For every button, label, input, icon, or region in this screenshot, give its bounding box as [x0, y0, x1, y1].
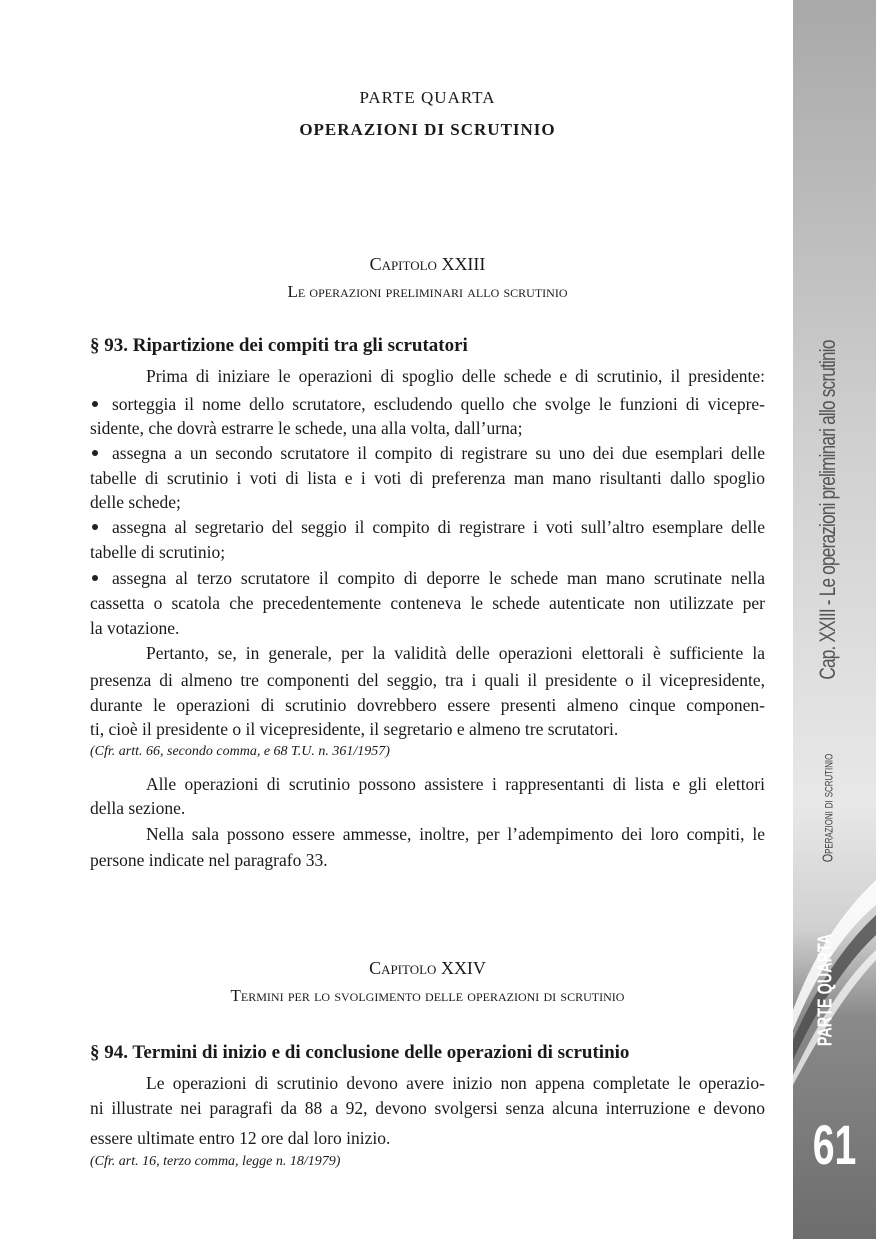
page-number: 61 [812, 1113, 857, 1176]
law-reference: (Cfr. art. 16, terzo comma, legge n. 18/1979) [90, 1154, 341, 1169]
bullet-icon [92, 401, 98, 407]
paragraph-line: essere ultimate entro 12 ore dal loro inizio. [90, 1128, 391, 1148]
paragraph-line: Prima di iniziare le operazioni di spoglio delle schede e di scrutinio, il presidente: [146, 366, 765, 386]
paragraph-line: Nella sala possono essere ammesse, inoltre, per l’adempimento dei loro compiti, le [146, 824, 765, 844]
chapter-label: Capitolo XXIV [369, 958, 486, 978]
running-section-title: Operazioni di scrutinio [819, 753, 837, 863]
bullet-text: assegna al segretario del seggio il compito di registrare i voti sull’altro esemplare delle [112, 517, 765, 537]
bullet-text: assegna al terzo scrutatore il compito di deporre le schede man mano scrutinate nella [112, 568, 765, 588]
chapter-title: Le operazioni preliminari allo scrutinio [287, 282, 568, 301]
bullet-icon [92, 450, 98, 456]
bullet-text: sorteggia il nome dello scrutatore, escludendo quello che svolge le funzioni di vicepre- [112, 394, 765, 414]
paragraph-line: ti, cioè il presidente o il vicepresidente, il segretario e almeno tre scrutatori. [90, 719, 619, 739]
paragraph-line: Alle operazioni di scrutinio possono assistere i rappresentanti di lista e gli elettori [146, 774, 765, 794]
paragraph-line: delle schede; [90, 492, 181, 512]
chapter-label: Capitolo XXIII [369, 254, 486, 274]
paragraph-line: ni illustrate nei paragrafi da 88 a 92, devono svolgersi senza alcuna interruzione e devono [90, 1098, 765, 1118]
paragraph-line: della sezione. [90, 798, 186, 818]
paragraph-line: persone indicate nel paragrafo 33. [90, 850, 328, 870]
part-label: PARTE QUARTA [359, 88, 496, 107]
bullet-item [90, 567, 765, 589]
part-title: OPERAZIONI DI SCRUTINIO [299, 120, 556, 139]
chapter-title: Termini per lo svolgimento delle operazioni di scrutinio [230, 986, 625, 1005]
bullet-item [90, 442, 765, 464]
bullet-item [90, 516, 765, 538]
paragraph-line: presenza di almeno tre componenti del seggio, tra i quali il presidente o il vicepresidente, [90, 670, 765, 690]
paragraph-line: Pertanto, se, in generale, per la validità delle operazioni elettorali è sufficiente la [146, 643, 765, 663]
paragraph-line: Le operazioni di scrutinio devono avere inizio non appena completate le operazio- [146, 1073, 765, 1093]
paragraph-line: tabelle di scrutinio i voti di lista e i voti di preferenza man mano risultanti dallo spoglio [90, 468, 765, 488]
bullet-text: assegna a un secondo scrutatore il compito di registrare su uno dei due esemplari delle [112, 443, 765, 463]
paragraph-line: sidente, che dovrà estrarre le schede, una alla volta, dall’urna; [90, 418, 523, 438]
running-chapter-title: Cap. XXIII - Le operazioni preliminari allo scrutinio [815, 340, 840, 680]
paragraph-line: tabelle di scrutinio; [90, 542, 226, 562]
paragraph-line: cassetta o scatola che precedentemente conteneva le schede autenticate non utilizzate per [90, 593, 765, 613]
paragraph-line: la votazione. [90, 618, 180, 638]
bullet-icon [92, 524, 98, 530]
side-tab [793, 0, 876, 1239]
running-part-title: PARTE QUARTA [814, 933, 837, 1047]
paragraph-line: durante le operazioni di scrutinio dovrebbero essere presenti almeno cinque componen- [90, 695, 765, 715]
law-reference: (Cfr. artt. 66, secondo comma, e 68 T.U. n. 361/1957) [90, 744, 390, 759]
bullet-item [90, 393, 765, 415]
bullet-icon [92, 575, 98, 581]
section-heading: § 93. Ripartizione dei compiti tra gli scrutatori [90, 335, 468, 356]
section-heading: § 94. Termini di inizio e di conclusione delle operazioni di scrutinio [90, 1042, 630, 1063]
